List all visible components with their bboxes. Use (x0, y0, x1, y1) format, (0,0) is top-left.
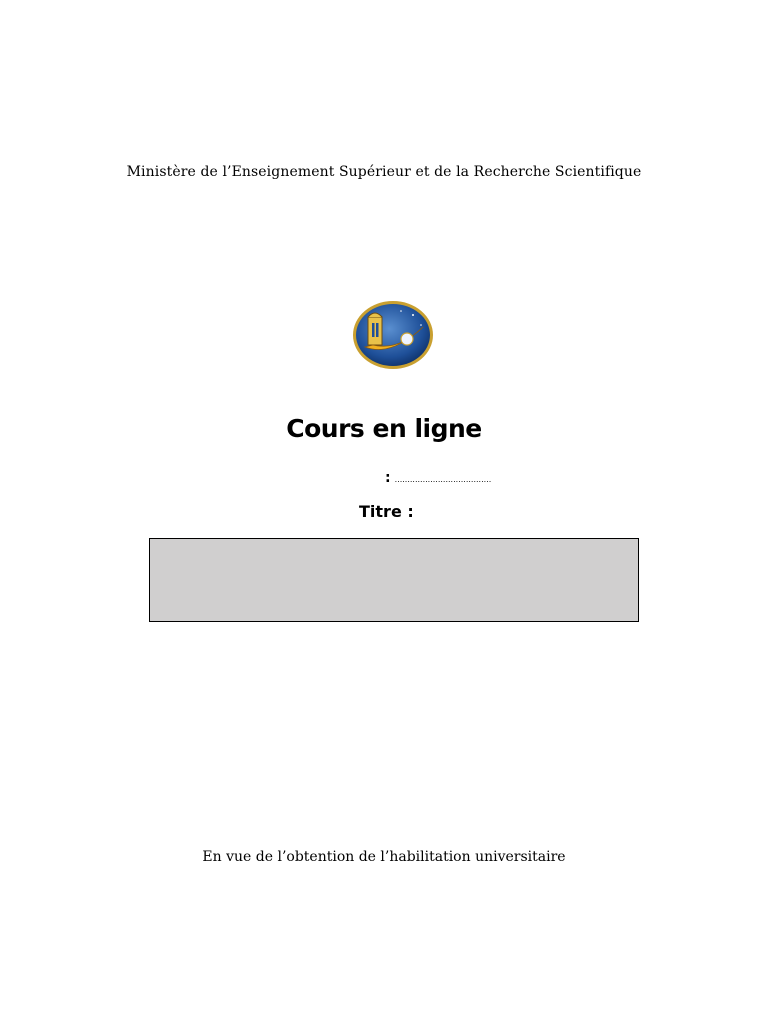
field-dots: ...................................... (394, 475, 492, 484)
course-title: Cours en ligne (286, 414, 482, 443)
titre-label: Titre : (359, 502, 414, 521)
university-emblem-icon (351, 299, 435, 371)
ministry-heading: Ministère de l’Enseignement Supérieur et de la Recherche Scientifique (126, 164, 642, 180)
habilitation-footer: En vue de l’obtention de l’habilitation universitaire (202, 849, 566, 865)
title-input-box[interactable] (149, 538, 639, 622)
blank-field-line (385, 467, 525, 487)
field-colon: : (385, 470, 391, 486)
